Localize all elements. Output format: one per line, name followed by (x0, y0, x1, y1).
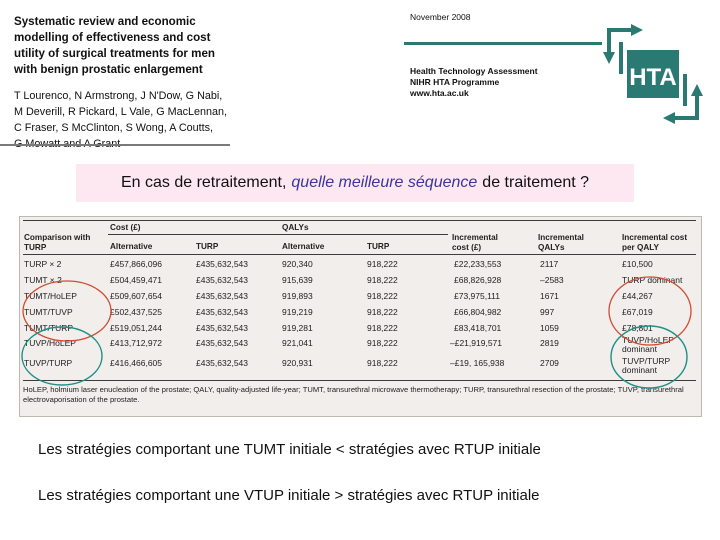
cell-turp-qaly: 918,222 (367, 307, 398, 317)
highlight-overlay (20, 217, 701, 416)
cell-alt-cost: £416,466,605 (110, 358, 162, 368)
cell-inc-qaly: 2709 (540, 358, 559, 368)
conclusion-vtup: Les stratégies comportant une VTUP initiale > stratégies avec RTUP initiale (38, 487, 540, 504)
cell-inc-qaly: 2117 (540, 259, 559, 269)
cell-turp-cost: £435,632,543 (196, 259, 248, 269)
author-line: M Deverill, R Pickard, L Vale, G MacLennan, (14, 106, 228, 118)
report-authors (14, 88, 234, 152)
cell-turp-qaly: 918,222 (367, 358, 398, 368)
cell-turp-qaly: 918,222 (367, 291, 398, 301)
cell-turp-cost: £435,632,543 (196, 275, 248, 285)
header-incremental-qalys-line: QALYs (538, 243, 565, 252)
report-title (14, 14, 236, 78)
cell-alt-qaly: 919,219 (282, 307, 313, 317)
report-title-line (14, 62, 236, 78)
cell-comparison: TUMT/TURP (24, 323, 74, 333)
group-header-qalys: QALYs (282, 223, 309, 232)
cell-alt-qaly: 920,931 (282, 358, 313, 368)
header-alternative-cost: Alternative (110, 242, 153, 251)
question-emphasis: quelle meilleure séquence (291, 174, 478, 191)
header-comparison-line: Comparison with (24, 233, 91, 242)
author-line: T Lourenco, N Armstrong, J N'Dow, G Nabi, (14, 90, 223, 102)
cell-turp-cost: £435,632,543 (196, 307, 248, 317)
header-alternative-qaly: Alternative (282, 242, 325, 251)
tuvp-icer-circle (611, 326, 687, 388)
report-title-line: utility of surgical treatments for men (14, 47, 215, 60)
cell-icer: £10,500 (622, 259, 653, 269)
cell-inc-qaly: 997 (540, 307, 555, 317)
conclusion-tumt: Les stratégies comportant une TUMT initiale < stratégies avec RTUP initiale (38, 441, 541, 458)
header-turp-cost: TURP (196, 242, 219, 251)
cell-alt-qaly: 920,340 (282, 259, 313, 269)
question-banner (76, 164, 634, 202)
cell-icer-line: TUVP/TURP (622, 356, 671, 366)
cell-icer: £67,019 (622, 307, 653, 317)
cell-inc-cost: –£19, 165,938 (450, 358, 505, 368)
publisher-line: www.hta.ac.uk (410, 88, 469, 98)
cell-turp-cost: £435,632,543 (196, 338, 248, 348)
cell-comparison: TUMT/HoLEP (24, 291, 77, 301)
report-date: November 2008 (410, 12, 471, 22)
cell-comparison: TUVP/TURP (24, 358, 73, 368)
tumt-rows-circle (23, 281, 111, 341)
hta-logo (601, 24, 705, 124)
cell-icer-line: TUVP/HoLEP (622, 335, 674, 345)
cell-comparison: TUVP/HoLEP (24, 338, 76, 348)
cell-alt-cost: £519,051,244 (110, 323, 162, 333)
cell-turp-qaly: 918,222 (367, 338, 398, 348)
cell-alt-cost: £413,712,972 (110, 338, 162, 348)
hta-logo-text: HTA (629, 64, 677, 91)
cell-turp-cost: £435,632,543 (196, 291, 248, 301)
cell-inc-qaly: –2583 (540, 275, 564, 285)
question-before: En cas de retraitement, (120, 174, 287, 191)
cell-icer-line: dominant (622, 365, 657, 375)
cell-alt-qaly: 915,639 (282, 275, 313, 285)
header-icer-line: Incremental cost (622, 233, 688, 242)
cell-inc-cost: £73,975,111 (454, 291, 501, 301)
title-underline (0, 144, 230, 146)
header-incremental-cost-line: cost (£) (452, 243, 482, 252)
cell-alt-cost: £504,459,471 (110, 275, 162, 285)
cell-icer: TURP dominant (622, 275, 683, 285)
cell-icer-line: dominant (622, 344, 657, 354)
header-comparison-line: TURP (24, 243, 47, 252)
cell-turp-cost: £435,632,543 (196, 358, 248, 368)
cell-turp-cost: £435,632,543 (196, 323, 248, 333)
cell-alt-qaly: 921,041 (282, 338, 313, 348)
header-turp-qaly: TURP (367, 242, 390, 251)
header-rule (404, 42, 602, 45)
cell-inc-qaly: 2819 (540, 338, 559, 348)
cell-inc-cost: £83,418,701 (454, 323, 502, 333)
question-after: de traitement ? (482, 174, 590, 191)
cell-inc-qaly: 1671 (540, 291, 559, 301)
cell-alt-cost: £509,607,654 (110, 291, 162, 301)
cell-icer: £78,801 (622, 323, 653, 333)
tuvp-rows-circle (22, 327, 102, 385)
cell-inc-cost: £66,804,982 (454, 307, 502, 317)
cell-icer: £44,267 (622, 291, 653, 301)
cell-inc-cost: £22,233,553 (454, 259, 502, 269)
header-icer-line: per QALY (622, 243, 660, 252)
cell-inc-qaly: 1059 (540, 323, 559, 333)
report-title-line-text: with benign prostatic enlargement (14, 63, 203, 76)
table-footnote: HoLEP, holmium laser enucleation of the prostate; QALY, quality-adjusted life-year; TUMT, transurethral microwave thermotherapy; TURP, transurethral resection of the prostate; TUVP, transurethral electrovaporisation of the prostate. (23, 385, 684, 404)
publisher-line: NIHR HTA Programme (410, 77, 500, 87)
publisher-info (410, 66, 538, 99)
tumt-icer-circle (609, 277, 691, 345)
cell-turp-qaly: 918,222 (367, 259, 398, 269)
cell-alt-qaly: 919,281 (282, 323, 313, 333)
cell-alt-qaly: 919,893 (282, 291, 313, 301)
group-header-cost: Cost (£) (110, 223, 141, 232)
cell-turp-qaly: 918,222 (367, 323, 398, 333)
cell-inc-cost: £68,826,928 (454, 275, 502, 285)
cell-alt-cost: £457,866,096 (110, 259, 162, 269)
cell-comparison: TURP × 2 (24, 259, 62, 269)
report-title-line: modelling of effectiveness and cost (14, 31, 211, 44)
cell-inc-cost: –£21,919,571 (450, 338, 502, 348)
header-incremental-cost-line: Incremental (452, 233, 498, 242)
author-line: C Fraser, S McClinton, S Wong, A Coutts, (14, 122, 214, 134)
cell-alt-cost: £502,437,525 (110, 307, 162, 317)
cost-utility-table (19, 216, 702, 417)
header-incremental-qalys-line: Incremental (538, 233, 584, 242)
cell-comparison: TUMT/TUVP (24, 307, 73, 317)
publisher-line: Health Technology Assessment (410, 66, 538, 76)
cell-turp-qaly: 918,222 (367, 275, 398, 285)
cell-comparison: TUMT × 2 (24, 275, 62, 285)
report-title-line: Systematic review and economic (14, 15, 196, 28)
